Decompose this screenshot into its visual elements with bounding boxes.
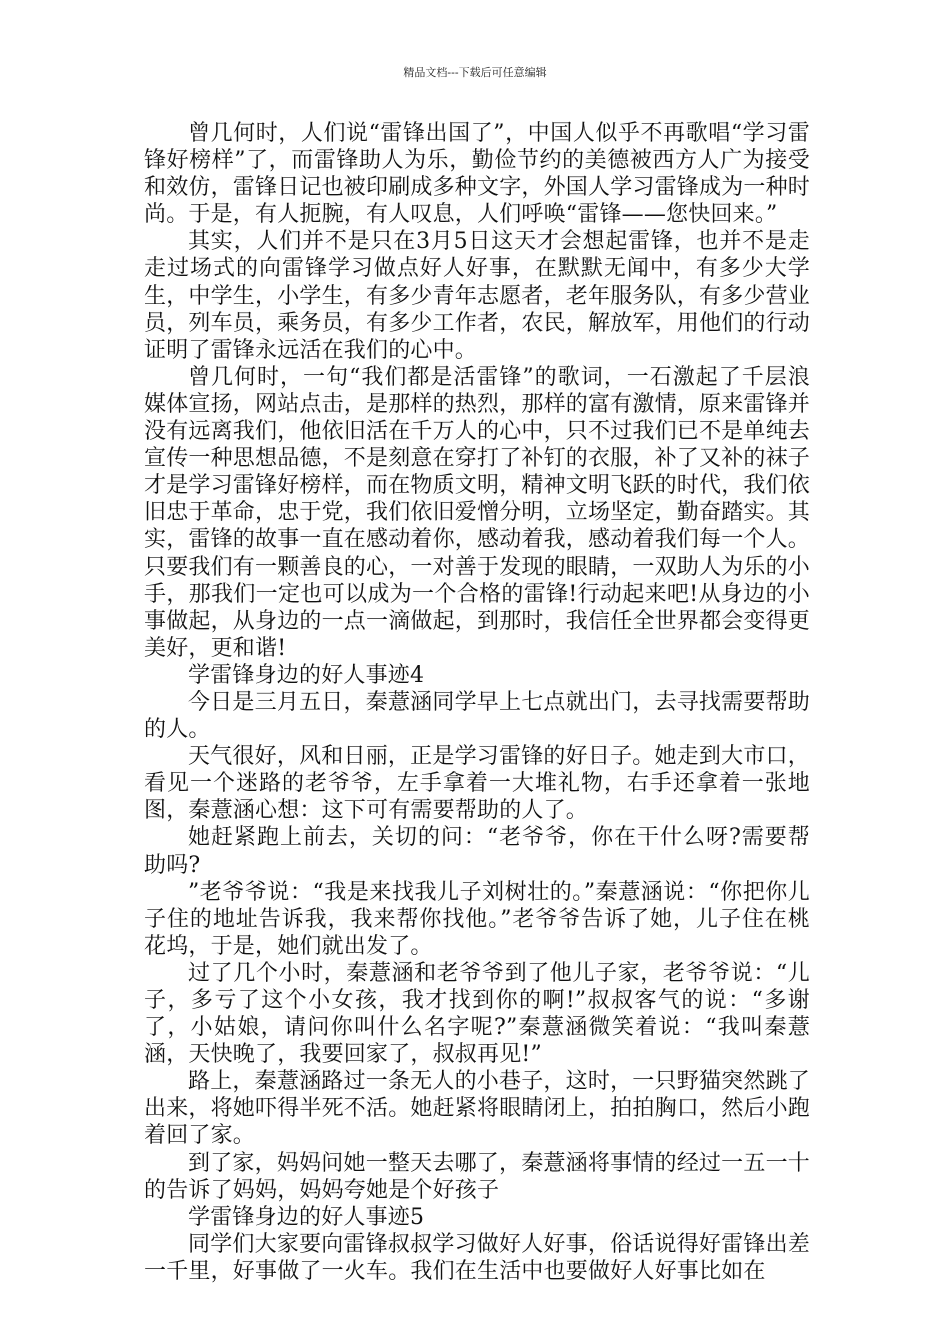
section-heading: 学雷锋身边的好人事迹5 bbox=[188, 1204, 425, 1230]
paragraph: 同学们大家要向雷锋叔叔学习做好人好事，俗话说得好雷锋出差一千里，好事做了一火车。我们在生活中也要做好人好事比如在 bbox=[144, 1231, 810, 1284]
paragraph: 今日是三月五日，秦薏涵同学早上七点就出门，去寻找需要帮助的人。 bbox=[144, 689, 810, 743]
section-heading: 学雷锋身边的好人事迹4 bbox=[188, 662, 425, 688]
paragraph: 她赶紧跑上前去，关切的问：“老爷爷，你在干什么呀?需要帮助吗? bbox=[144, 825, 810, 878]
paragraph: 到了家，妈妈问她一整天去哪了，秦薏涵将事情的经过一五一十的告诉了妈妈，妈妈夸她是个好孩子 bbox=[144, 1150, 810, 1203]
document-body bbox=[144, 120, 810, 1285]
paragraph: 天气很好，风和日丽，正是学习雷锋的好日子。她走到大市口，看见一个迷路的老爷爷，左手拿着一大堆礼物，右手还拿着一张地图，秦薏涵心想：这下可有需要帮助的人了。 bbox=[144, 744, 810, 824]
paragraph: 曾几何时，人们说“雷锋出国了”，中国人似乎不再歌唱“学习雷锋好榜样”了，而雷锋助人为乐，勤俭节约的美德被西方人广为接受和效仿，雷锋日记也被印刷成多种文字，外国人学习雷锋成为一种时尚。于是，有人扼腕，有人叹息，人们呼唤“雷锋——您快回来。” bbox=[144, 121, 811, 228]
paragraph: ”老爷爷说：“我是来找我儿子刘树壮的。”秦薏涵说：“你把你儿子住的地址告诉我，我来帮你找他。”老爷爷告诉了她，儿子住在桃花坞，于是，她们就出发了。 bbox=[144, 879, 810, 959]
paragraph: 曾几何时，一句“我们都是活雷锋”的歌词，一石激起了千层浪媒体宣扬，网站点击，是那样的热烈，那样的富有激情，原来雷锋并没有远离我们，他依旧活在千万人的心中，只不过我们已不是单纯去宣传一种思想品德，不是刻意在穿打了补钉的衣服，补了又补的袜子才是学习雷锋好榜样，而在物质文明，精神文明飞跃的时代，我们依旧忠于革命，忠于党，我们依旧爱憎分明，立场坚定，勤奋踏实。其实，雷锋的故事一直在感动着你，感动着我，感动着我们每一个人。只要我们有一颗善良的心，一对善于发现的眼睛，一双助人为乐的小手，那我们一定也可以成为一个合格的雷锋!行动起来吧!从身边的小事做起，从身边的一点一滴做起，到那时，我信任全世界都会变得更美好，更和谐! bbox=[144, 364, 811, 661]
page-header: 精品文档---下载后可任意编辑 bbox=[403, 66, 547, 79]
paragraph: 其实，人们并不是只在3月5日这天才会想起雷锋，也并不是走走过场式的向雷锋学习做点好人好事，在默默无闻中，有多少大学生，中学生，小学生，有多少青年志愿者，老年服务队，有多少营业员，列车员，乘务员，有多少工作者，农民，解放军，用他们的行动证明了雷锋永远活在我们的心中。 bbox=[144, 229, 811, 363]
paragraph: 过了几个小时，秦薏涵和老爷爷到了他儿子家，老爷爷说：“儿子，多亏了这个小女孩，我才找到你的啊!”叔叔客气的说：“多谢了，小姑娘，请问你叫什么名字呢?”秦薏涵微笑着说：“我叫秦薏涵，天快晚了，我要回家了，叔叔再见!” bbox=[144, 960, 810, 1068]
paragraph: 路上，秦薏涵路过一条无人的小巷子，这时，一只野猫突然跳了出来，将她吓得半死不活。她赶紧将眼睛闭上，拍拍胸口，然后小跑着回了家。 bbox=[144, 1069, 811, 1149]
